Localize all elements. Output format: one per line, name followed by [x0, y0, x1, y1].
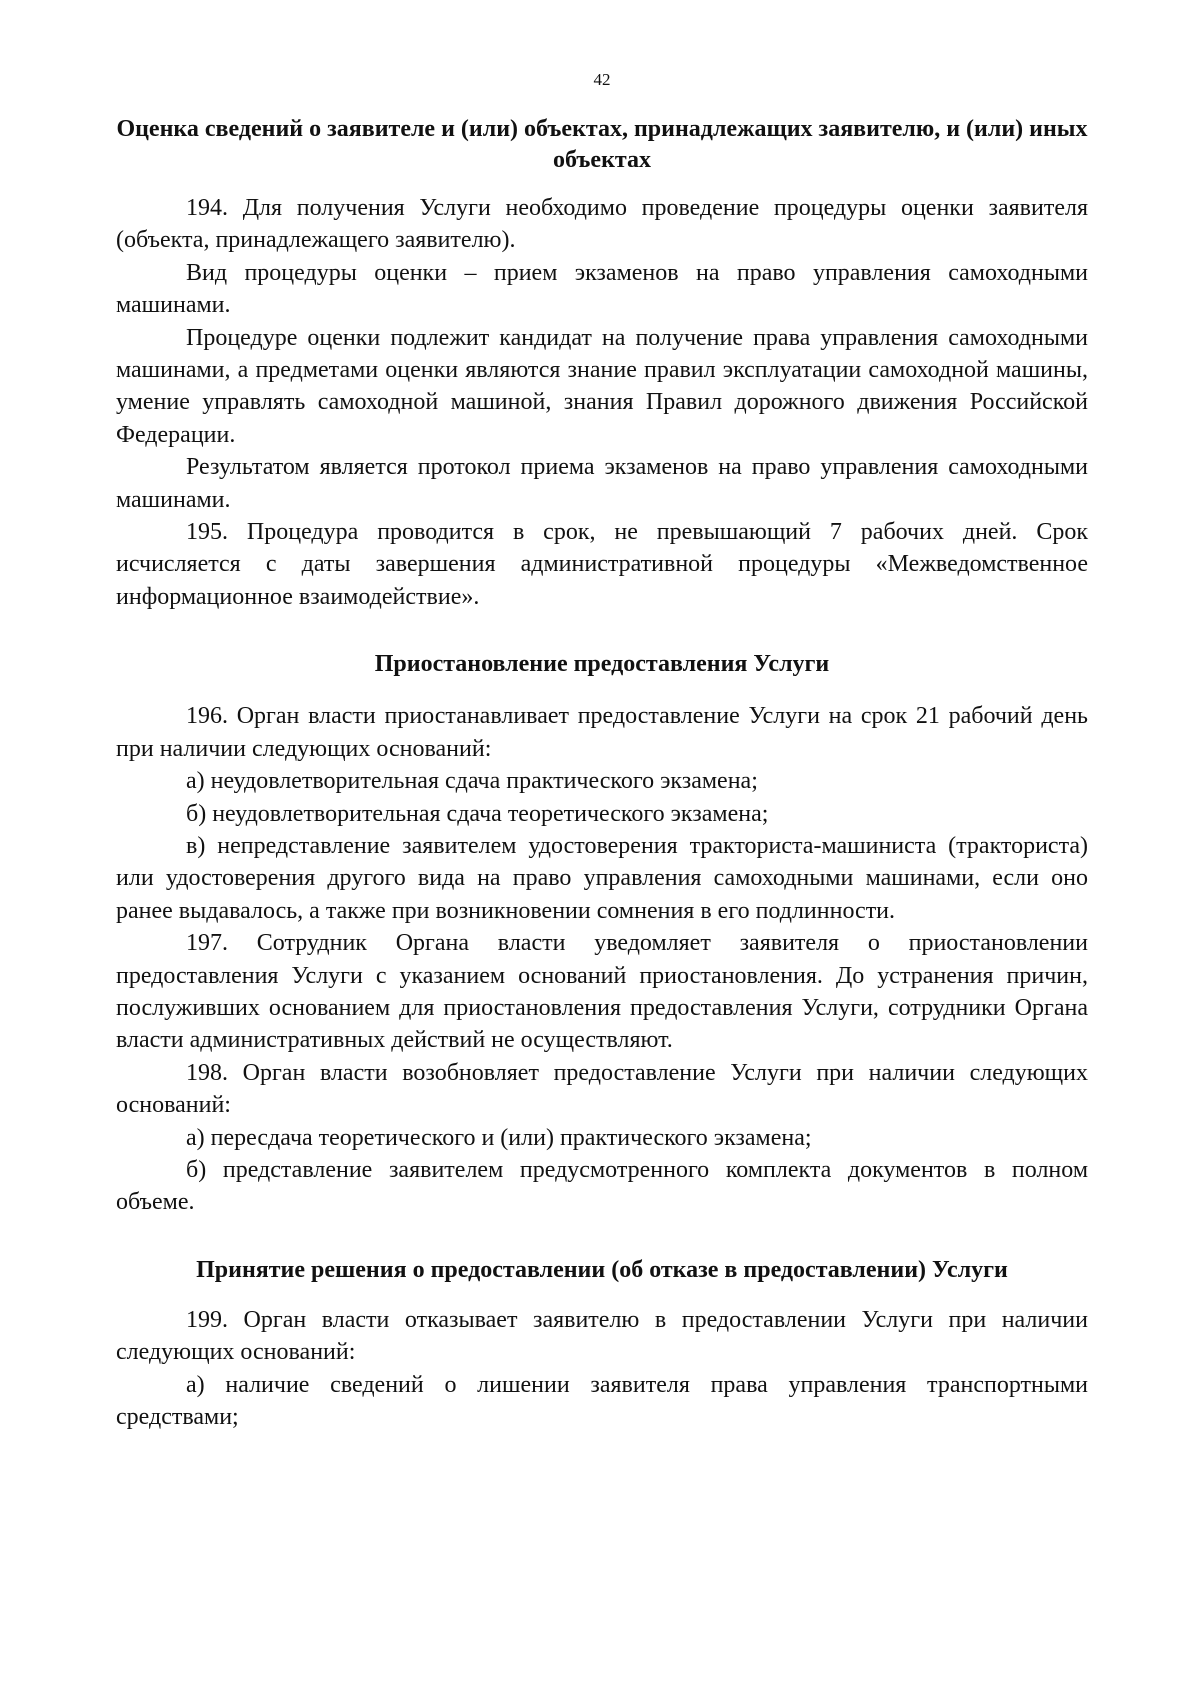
list-item: в) непредставление заявителем удостоверения тракториста-машиниста (тракториста) или удостоверения другого вида на право управления самоходными машинами, если оно ранее выдавалось, а также при возникновении сомнения в его подлинности.	[116, 832, 1088, 924]
paragraph: Процедуре оценки подлежит кандидат на получение права управления самоходными машинами, а предметами оценки являются знание правил эксплуатации самоходной машины, умение управлять самоходной машиной, знания Правил дорожного движения Российской Федерации.	[116, 324, 1088, 448]
paragraph: 199. Орган власти отказывает заявителю в предоставлении Услуги при наличии следующих оснований:	[116, 1306, 1088, 1366]
section-heading-assessment: Оценка сведений о заявителе и (или) объектах, принадлежащих заявителю, и (или) иных объектах	[116, 116, 1088, 173]
list-item: а) наличие сведений о лишении заявителя права управления транспортными средствами;	[116, 1371, 1088, 1430]
paragraph: 196. Орган власти приостанавливает предоставление Услуги на срок 21 рабочий день при наличии следующих оснований:	[116, 703, 1088, 762]
paragraph: 198. Орган власти возобновляет предоставление Услуги при наличии следующих оснований:	[116, 1059, 1088, 1119]
paragraph: Вид процедуры оценки – прием экзаменов на право управления самоходными машинами.	[116, 259, 1088, 319]
list-item: б) неудовлетворительная сдача теоретического экзамена;	[186, 800, 769, 827]
page-number: 42	[593, 70, 611, 89]
paragraph: 197. Сотрудник Органа власти уведомляет заявителя о приостановлении предоставления Услуги с указанием оснований приостановления. До устранения причин, послуживших основанием для приостановления предоставления Услуги, сотрудники Органа власти административных действий не осуществляют.	[116, 930, 1088, 1054]
paragraph: 195. Процедура проводится в срок, не превышающий 7 рабочих дней. Срок исчисляется с даты завершения административной процедуры «Межведомственное информационное взаимодействие».	[116, 519, 1088, 610]
document-page	[116, 70, 1088, 1433]
list-item: б) представление заявителем предусмотренного комплекта документов в полном объеме.	[116, 1156, 1088, 1216]
list-item: а) пересдача теоретического и (или) практического экзамена;	[186, 1124, 812, 1151]
section-heading-decision: Принятие решения о предоставлении (об отказе в предоставлении) Услуги	[196, 1256, 1008, 1283]
list-item: а) неудовлетворительная сдача практического экзамена;	[186, 768, 758, 795]
paragraph: 194. Для получения Услуги необходимо проведение процедуры оценки заявителя (объекта, принадлежащего заявителю).	[116, 195, 1088, 254]
section-heading-suspension: Приостановление предоставления Услуги	[374, 651, 830, 678]
paragraph: Результатом является протокол приема экзаменов на право управления самоходными машинами.	[116, 454, 1088, 513]
